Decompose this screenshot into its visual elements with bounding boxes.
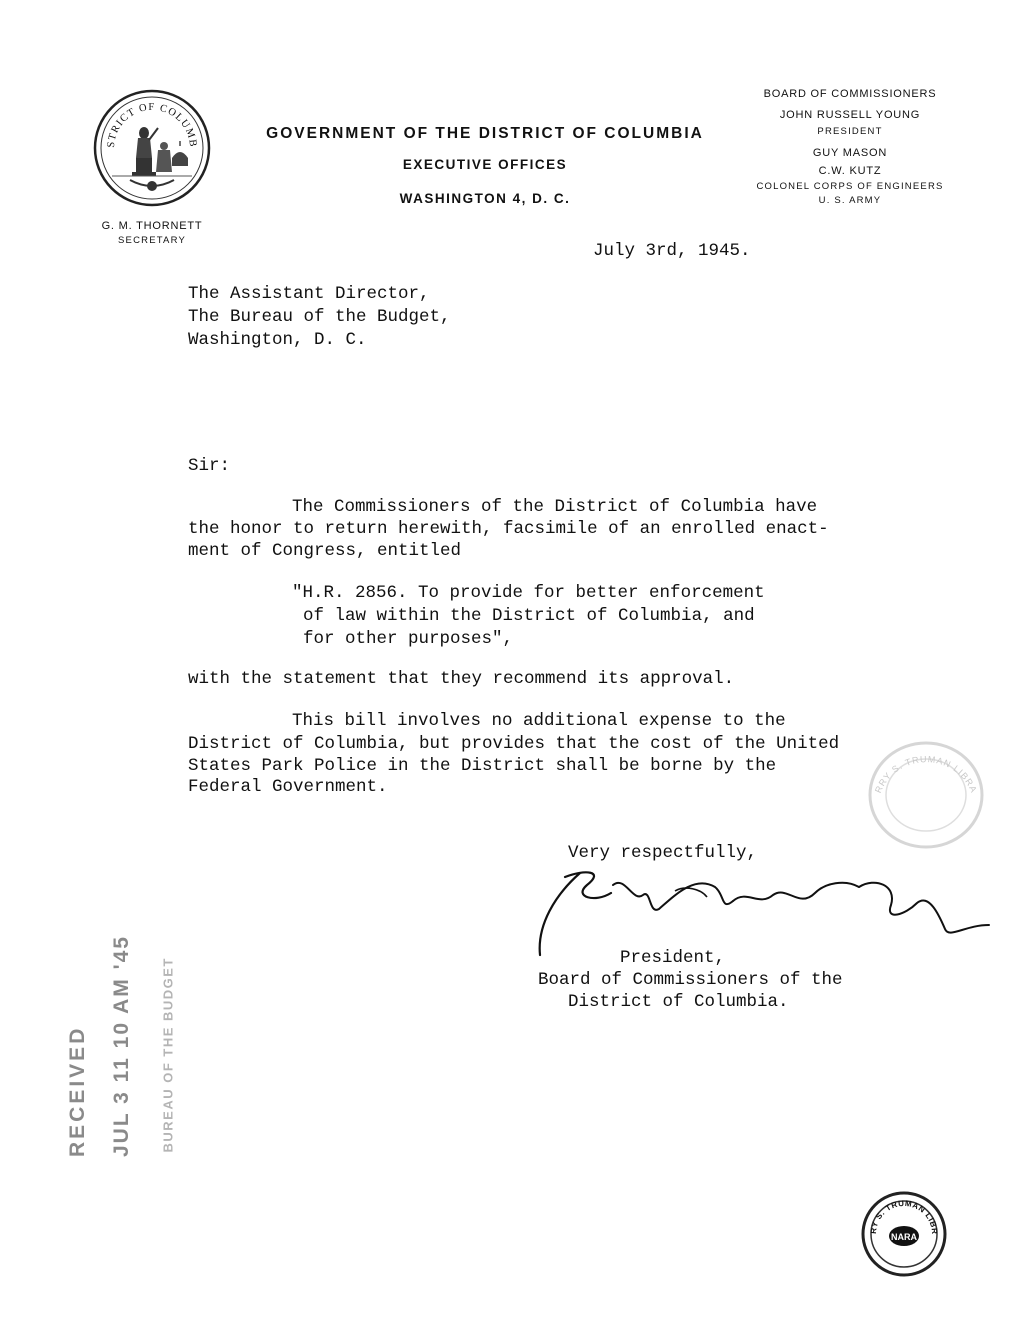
paragraph-2: with the statement that they recommend its approval.	[188, 669, 735, 689]
address-line: The Bureau of the Budget,	[188, 307, 451, 327]
board-president-title: PRESIDENT	[817, 126, 883, 137]
signature	[525, 855, 995, 960]
received-stamp-label: RECEIVED	[66, 1025, 89, 1157]
library-stamp	[866, 740, 986, 850]
seal-text: STRICT OF COLUMB	[105, 101, 199, 149]
quote-line: for other purposes",	[303, 629, 514, 649]
received-stamp-datetime: JUL 3 11 10 AM '45	[110, 935, 133, 1157]
library-stamp-text: RRY S. TRUMAN LIBRA	[872, 754, 980, 795]
paragraph-line: The Commissioners of the District of Columbia have	[292, 497, 818, 517]
board-president-name: JOHN RUSSELL YOUNG	[779, 109, 921, 121]
address-line: The Assistant Director,	[188, 284, 430, 304]
quote-line: of law within the District of Columbia, and	[303, 606, 755, 626]
board-member-kutz-title: COLONEL CORPS OF ENGINEERS	[756, 181, 944, 192]
address-line: Washington, D. C.	[188, 330, 367, 350]
district-seal	[92, 88, 212, 208]
executive-offices: EXECUTIVE OFFICES	[402, 157, 568, 172]
received-stamp	[40, 935, 180, 1160]
government-name: GOVERNMENT OF THE DISTRICT OF COLUMBIA	[266, 125, 704, 142]
nara-stamp	[860, 1190, 948, 1278]
paragraph-line: District of Columbia, but provides that the cost of the United	[188, 734, 840, 754]
nara-stamp-center-text: NARA	[891, 1232, 917, 1242]
secretary-name: G. M. THORNETT	[101, 220, 203, 232]
signer-board: Board of Commissioners of the	[538, 970, 843, 990]
closing: Very respectfully,	[568, 843, 758, 863]
board-heading: BOARD OF COMMISSIONERS	[763, 88, 937, 100]
signature-graphic	[525, 855, 995, 960]
library-stamp-graphic	[866, 740, 986, 850]
received-stamp-bureau: BUREAU OF THE BUDGET	[160, 957, 176, 1153]
secretary-title: SECRETARY	[118, 235, 186, 246]
nara-stamp-graphic	[860, 1190, 948, 1278]
paragraph-line: Federal Government.	[188, 777, 388, 797]
board-member-mason: GUY MASON	[812, 147, 888, 159]
salutation: Sir:	[188, 456, 231, 476]
signer-district: District of Columbia.	[568, 992, 789, 1012]
office-location: WASHINGTON 4, D. C.	[399, 191, 571, 206]
paragraph-line: States Park Police in the District shall be borne by the	[188, 756, 777, 776]
svg-text:HARRY S. TRUMAN LIBRARY	[866, 740, 979, 795]
nara-stamp-ring-text: RY S. TRUMAN LIBR	[868, 1198, 940, 1235]
paragraph-line: the honor to return herewith, facsimile of an enrolled enact-	[188, 519, 829, 539]
letter-date: July 3rd, 1945.	[593, 241, 751, 261]
district-seal-graphic	[92, 88, 212, 208]
quote-line: "H.R. 2856. To provide for better enforcement	[292, 583, 765, 603]
board-member-kutz-branch: U. S. ARMY	[818, 195, 882, 206]
paragraph-line: This bill involves no additional expense to the	[292, 711, 786, 731]
board-member-kutz: C.W. KUTZ	[818, 165, 882, 177]
paragraph-line: ment of Congress, entitled	[188, 541, 462, 561]
signer-title: President,	[620, 948, 726, 968]
